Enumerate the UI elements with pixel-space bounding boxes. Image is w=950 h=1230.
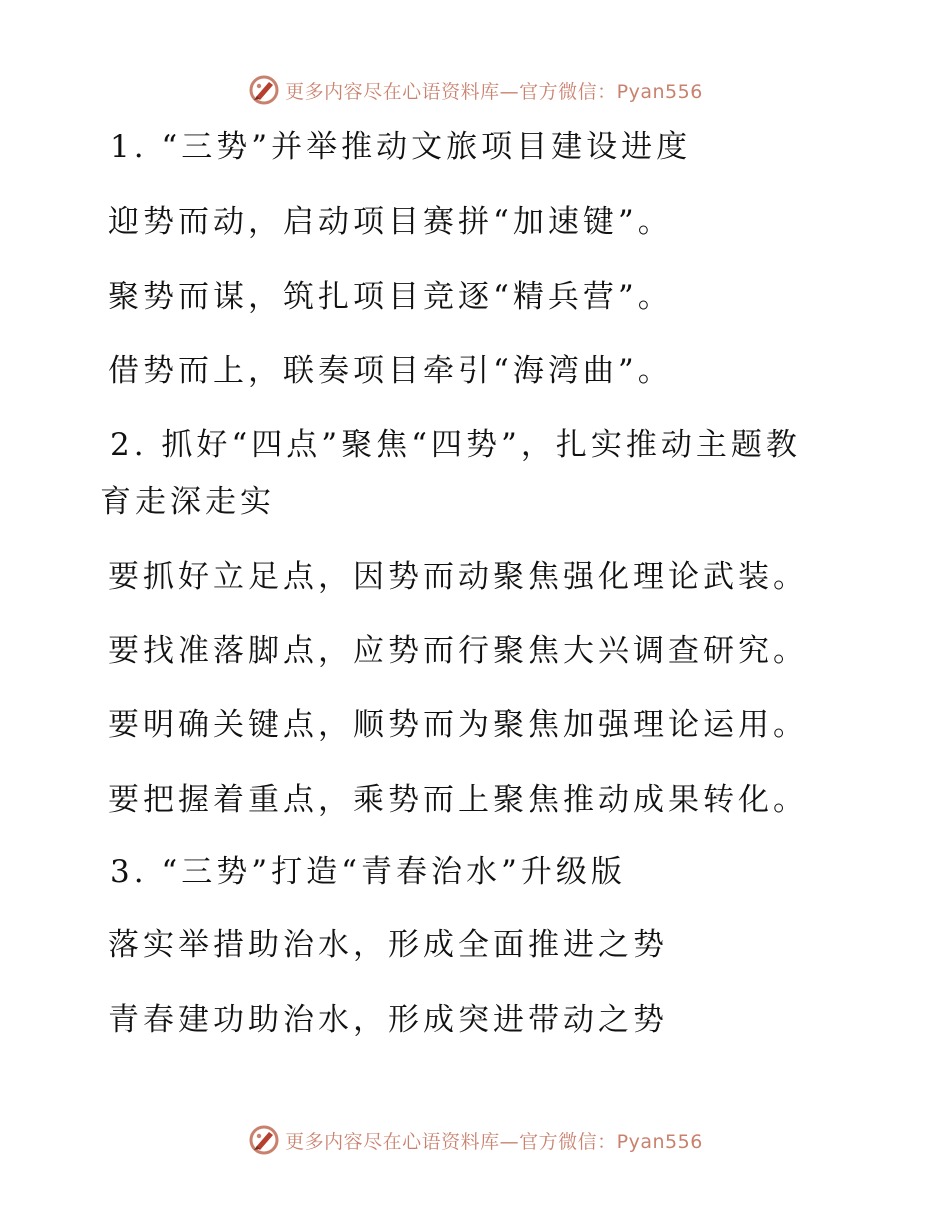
paragraph-line: 借势而上，联奏项目牵引“海湾曲”。 bbox=[108, 353, 673, 389]
footer-watermark bbox=[0, 1120, 950, 1160]
logo-icon bbox=[247, 1123, 281, 1157]
watermark-text: 更多内容尽在心语资料库 bbox=[285, 1130, 500, 1153]
paragraph-line: 落实举措助治水，形成全面推进之势 bbox=[108, 927, 668, 963]
watermark-contact: 官方微信：Pyan556 bbox=[519, 80, 703, 103]
section-heading-1: 1. “三势”并举推动文旅项目建设进度 bbox=[110, 129, 692, 165]
paragraph-line: 要把握着重点，乘势而上聚焦推动成果转化。 bbox=[108, 782, 808, 818]
paragraph-line: 迎势而动，启动项目赛拼“加速键”。 bbox=[108, 204, 673, 240]
section-heading-2: 2. 抓好“四点”聚焦“四势”，扎实推动主题教 bbox=[110, 427, 801, 463]
paragraph-line: 要抓好立足点，因势而动聚焦强化理论武装。 bbox=[108, 559, 808, 595]
watermark-separator: — bbox=[499, 1130, 520, 1153]
watermark-contact: 官方微信：Pyan556 bbox=[519, 1130, 703, 1153]
paragraph-line: 要明确关键点，顺势而为聚焦加强理论运用。 bbox=[108, 707, 808, 743]
paragraph-line: 青春建功助治水，形成突进带动之势 bbox=[108, 1002, 668, 1038]
section-heading-3: 3. “三势”打造“青春治水”升级版 bbox=[110, 854, 626, 890]
section-heading-2-cont: 育走深走实 bbox=[100, 484, 275, 520]
paragraph-line: 聚势而谋，筑扎项目竞逐“精兵营”。 bbox=[108, 279, 673, 315]
watermark-separator: — bbox=[499, 80, 520, 103]
paragraph-line: 要找准落脚点，应势而行聚焦大兴调查研究。 bbox=[108, 633, 808, 669]
watermark-text: 更多内容尽在心语资料库 bbox=[285, 80, 500, 103]
